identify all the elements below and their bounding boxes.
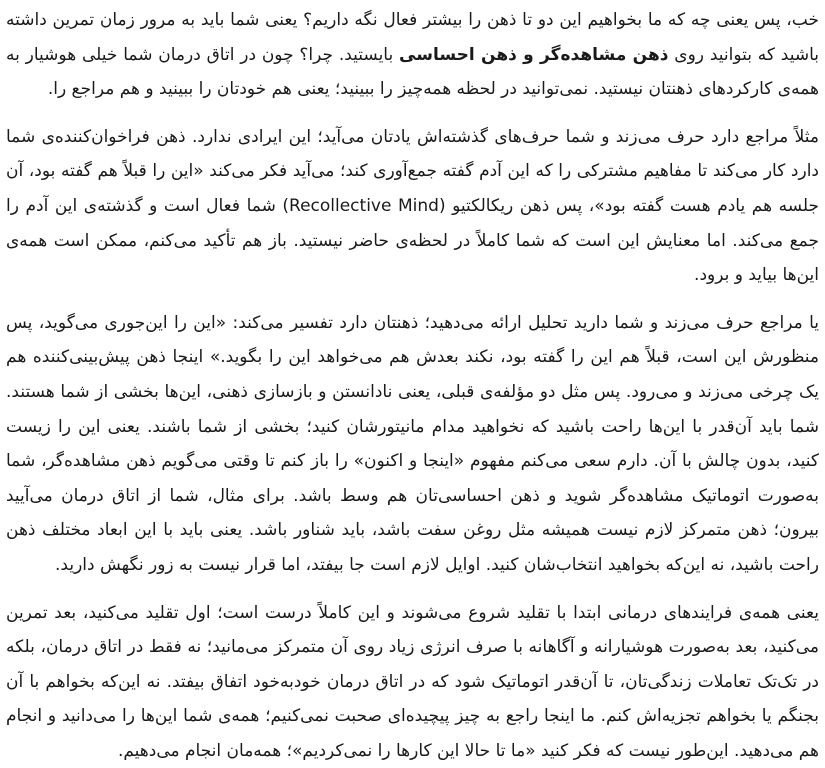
text-run: بایستید. چرا؟ چون در اتاق درمان شما خیلی هوشیار به همه‌ی کارکردهای ذهنتان نیستید. نمی‌توانید در لحظه همه‌چیز را ببینید؛ یعنی هم خودتان را ببینید و هم مراجع را.	[6, 45, 819, 100]
paragraph-1	[6, 3, 819, 107]
paragraph-3: یا مراجع حرف می‌زند و شما دارید تحلیل ارائه می‌دهید؛ ذهنتان دارد تفسیر می‌کند: «این را این‌جوری می‌گوید، پس منظورش این است، قبلاً هم این را گفته بود، نکند بعدش هم می‌خواهد این را بگوید.» اینجا ذهن پیش‌بینی‌کننده هم یک چرخی می‌زند و می‌رود. پس مثل دو مؤلفه‌ی قبلی، یعنی نادانستن و بازسازی ذهنی، این‌ها بخشی از شما هستند. شما باید آن‌قدر با این‌ها راحت باشید که نخواهید مدام مانیتورشان کنید؛ بخشی از شما باشند. یعنی این را زیست کنید، بدون چالش با آن. دارم سعی می‌کنم مفهوم «اینجا و اکنون» را باز کنم تا وقتی می‌گویم ذهن مشاهده‌گر، شما به‌صورت اتوماتیک مشاهده‌گر شوید و ذهن احساسی‌تان هم وسط باشد. برای مثال، شما از اتاق درمان می‌آیید بیرون؛ ذهن متمرکز لازم نیست همیشه مثل روغن سفت باشد، باید شناور باشد. یعنی باید با این ابعاد مختلف ذهن راحت باشید، نه این‌که بخواهید انتخاب‌شان کنید. اوایل لازم است جا بیفتد، اما قرار نیست به زور نگهش دارید.	[6, 306, 819, 583]
paragraph-2: مثلاً مراجع دارد حرف می‌زند و شما حرف‌های گذشته‌اش یادتان می‌آید؛ این ایرادی ندارد. ذهن فراخوان‌کننده‌ی شما دارد کار می‌کند تا مفاهیم مشترکی را که این آدم گفته جمع‌آوری کند؛ می‌آید فکر می‌کند «این را قبلاً هم گفته بود، آن جلسه هم یادم هست گفته بود»، پس ذهن ریکالکتیو (Recollective Mind) شما فعال است و گذشته‌ی این آدم را جمع می‌کند. اما معنایش این است که شما کاملاً در لحظه‌ی حاضر نیستید. باز هم تأکید می‌کنم، ممکن است همه‌ی این‌ها بیاید و برود.	[6, 120, 819, 293]
paragraph-4: یعنی همه‌ی فرایندهای درمانی ابتدا با تقلید شروع می‌شوند و این کاملاً درست است؛ اول تقلید می‌کنید، بعد تمرین می‌کنید، بعد به‌صورت هوشیارانه و آگاهانه با صرف انرژی زیاد روی آن متمرکز می‌مانید؛ نه فقط در اتاق درمان، بلکه در تک‌تک تعاملات زندگی‌تان، تا آن‌قدر اتوماتیک شود که در اتاق درمان خودبه‌خود اتفاق بیفتد. نه این‌که بخواهم با آن بجنگم یا بخواهم تجزیه‌اش کنم. ما اینجا راجع به چیز پیچیده‌ای صحبت نمی‌کنیم؛ همه‌ی شما این‌ها را می‌دانید و انجام هم می‌دهید. این‌طور نیست که فکر کنید «ما تا حالا این کارها را نمی‌کردیم»؛ همه‌مان انجام می‌دهیم.	[6, 596, 819, 768]
bold-phrase-observer-and-emotional-mind: ذهن مشاهده‌گر و ذهن احساسی	[399, 45, 668, 65]
text-run: خب، پس یعنی چه که ما بخواهیم این دو تا ذهن را بیشتر فعال نگه داریم؟ یعنی شما باید به مرور زمان تمرین داشته باشید که بتوانید روی	[6, 10, 819, 65]
